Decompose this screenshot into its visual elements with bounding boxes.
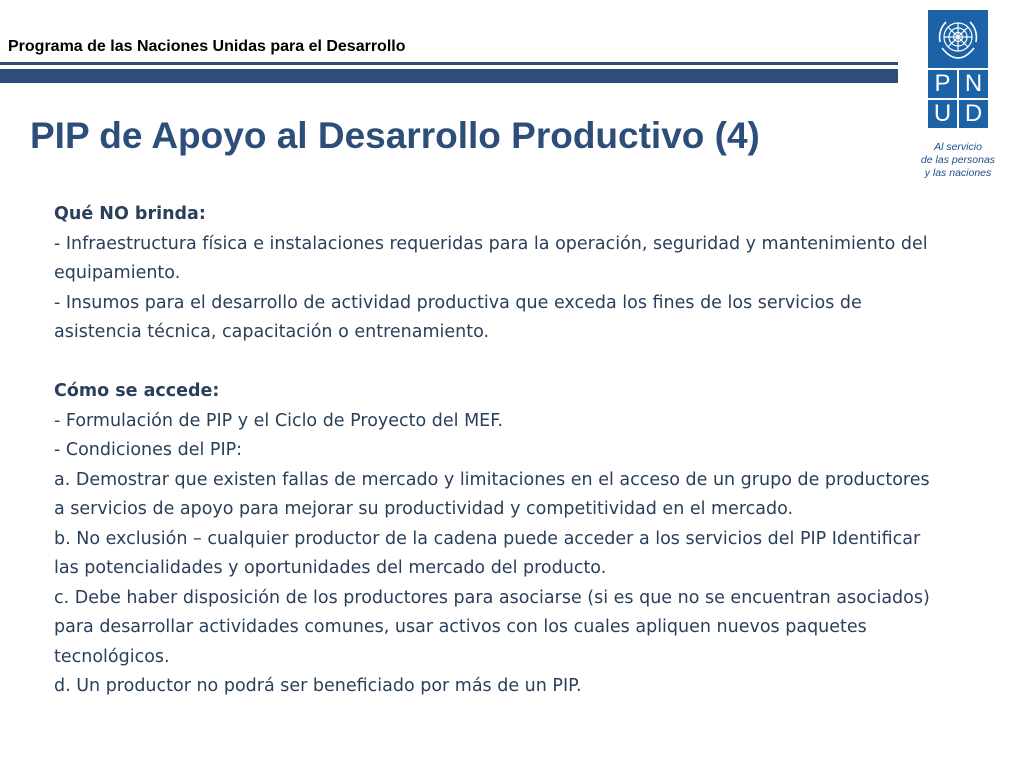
header-divider-thick — [0, 69, 898, 83]
slide-body — [54, 200, 934, 702]
organization-name: Programa de las Naciones Unidas para el Desarrollo — [8, 38, 406, 55]
list-item: - Insumos para el desarrollo de actividad productiva que exceda los fines de los servicios de asistencia técnica, capacitación o entrenamiento. — [54, 292, 862, 342]
list-item: c. Debe haber disposición de los productores para asociarse (si es que no se encuentran asociados) para desarrollar actividades comunes, usar activos con los cuales apliquen nuevos paquetes tecnológicos. — [54, 587, 930, 667]
tagline-line-1: Al servicio — [934, 141, 982, 153]
list-item: - Condiciones del PIP: — [54, 440, 243, 460]
section-heading-access: Cómo se accede: — [54, 381, 220, 401]
list-item: b. No exclusión – cualquier productor de la cadena puede acceder a los servicios del PIP Identificar las potencialidades y oportunidades del mercado del producto. — [54, 528, 921, 578]
section-heading-not-provided: Qué NO brinda: — [54, 204, 206, 224]
logo-letter-u: U — [928, 100, 957, 128]
list-item: a. Demostrar que existen fallas de mercado y limitaciones en el acceso de un grupo de productores a servicios de apoyo para mejorar su productividad y competitividad en el mercado. — [54, 469, 930, 519]
logo-letter-p: P — [928, 70, 957, 98]
section-spacer — [54, 348, 934, 378]
logo-letter-d: D — [959, 100, 988, 128]
un-emblem-icon — [928, 10, 988, 68]
list-item: - Infraestructura física e instalaciones requeridas para la operación, seguridad y mantenimiento del equipamiento. — [54, 233, 928, 283]
slide-title: PIP de Apoyo al Desarrollo Productivo (4) — [30, 115, 760, 156]
tagline-line-3: y las naciones — [924, 167, 992, 179]
pnud-logo — [928, 10, 988, 128]
header-divider-thin — [0, 62, 898, 65]
list-item: - Formulación de PIP y el Ciclo de Proyecto del MEF. — [54, 410, 504, 431]
logo-letter-n: N — [959, 70, 988, 98]
logo-tagline — [898, 141, 1018, 180]
list-item: d. Un productor no podrá ser beneficiado por más de un PIP. — [54, 676, 582, 696]
tagline-line-2: de las personas — [920, 154, 996, 166]
